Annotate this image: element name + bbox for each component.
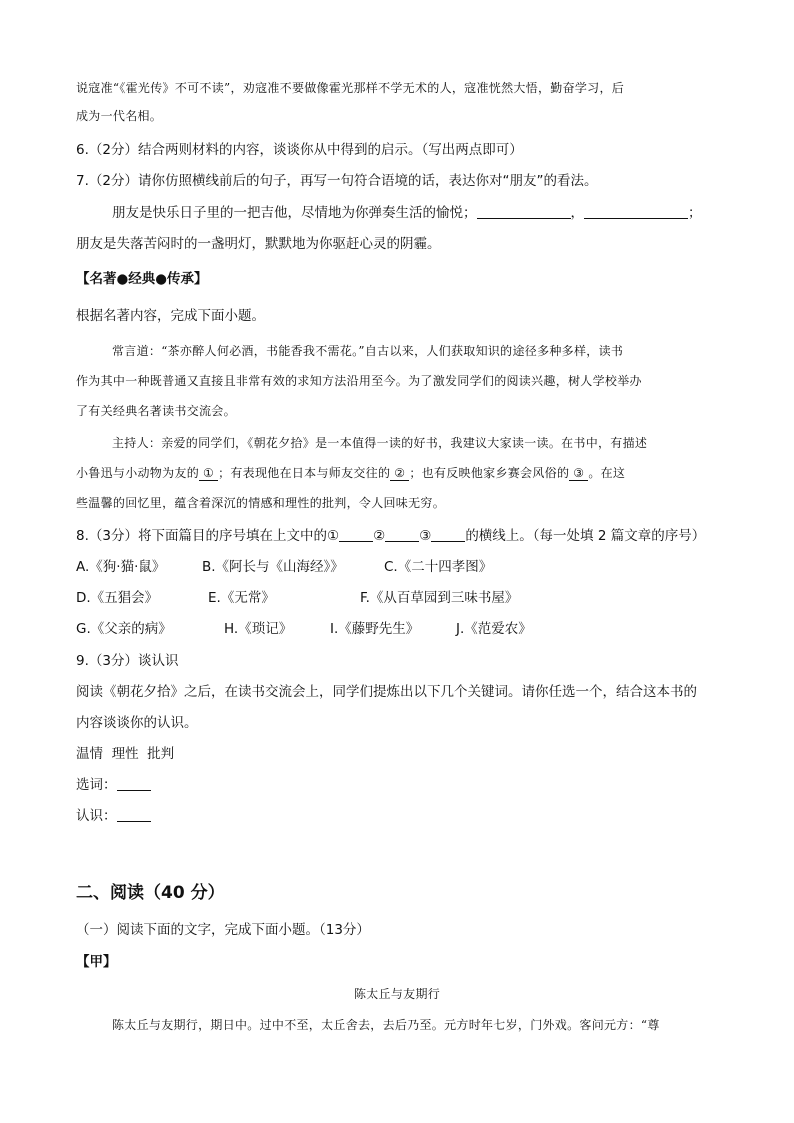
passage-p2-line-1: 主持人：亲爱的同学们，《朝花夕拾》是一本值得一读的好书，我建议大家读一读。在书中，有描述: [112, 436, 648, 450]
passage-p2-text-b: ；有表现他在日本与师友交往的: [218, 466, 391, 480]
q8-blank-3[interactable]: [431, 527, 465, 542]
q8-option-e: E.《无常》: [208, 590, 275, 606]
q7-comma: ，: [570, 205, 584, 221]
section-header: 【名著●经典●传承】: [76, 271, 208, 287]
question-9-opinion-row: [76, 807, 718, 825]
q8-option-b: B.《阿长与《山海经》》: [202, 559, 344, 575]
article-title: 陈太丘与友期行: [353, 987, 441, 1001]
question-7-prompt: 7.（2分）请你仿照横线前后的句子，再写一句符合语境的话，表达你对“朋友”的看法。: [76, 173, 598, 189]
opinion-blank[interactable]: [117, 807, 151, 822]
q8-blank-1[interactable]: [339, 527, 373, 542]
article-line-1: 陈太丘与友期行，期日中。过中不至，太丘舍去，去后乃至。元方时年七岁，门外戏。客问元方：“尊: [112, 1018, 660, 1032]
q7-answer-blank-2[interactable]: [584, 204, 688, 219]
question-9-title: 9.（3分）谈认识: [76, 653, 179, 669]
q8-text-a: 8.（3分）将下面篇目的序号填在上文中的: [76, 528, 327, 544]
top-text-line-2: 成为一代名相。: [76, 109, 163, 123]
top-text-line-1: 说寇准“《霍光传》不可不读”，劝寇准不要做像霍光那样不学无术的人，寇准恍然大悟，勤奋学习，后: [76, 81, 625, 95]
q8-circle-3: ③: [419, 528, 432, 544]
passage-blank-2: ②: [390, 466, 409, 481]
part-2-heading: 二、阅读（40 分）: [76, 883, 225, 903]
q8-option-g: G.《父亲的病》: [76, 621, 172, 637]
q8-option-i: I.《藤野先生》: [330, 621, 420, 637]
q8-option-j: J.《范爱农》: [456, 621, 532, 637]
q8-blank-2[interactable]: [385, 527, 419, 542]
q8-option-d: D.《五猖会》: [76, 590, 159, 606]
q8-circle-2: ②: [373, 528, 386, 544]
passage-p2-text-d: 。在这: [588, 466, 626, 480]
question-7-sentence-2: 朋友是失落苦闷时的一盏明灯，默默地为你驱赶心灵的阴霾。: [76, 236, 441, 252]
passage-p2-text-a: 小鲁迅与小动物为友的: [76, 466, 200, 480]
question-9-keywords: 温情 理性 批判: [76, 746, 175, 762]
passage-p1-line-3: 了有关经典名著读书交流会。: [76, 404, 236, 418]
question-9-line-2: 内容谈谈你的认识。: [76, 715, 198, 731]
q8-option-a: A.《狗·猫·鼠》: [76, 559, 166, 575]
question-8-prompt: [76, 527, 718, 545]
passage-p2-line-2: [76, 464, 718, 482]
q8-option-f: F.《从百草园到三味书屋》: [360, 590, 519, 606]
question-6: 6.（2分）结合两则材料的内容，谈谈你从中得到的启示。（写出两点即可）: [76, 142, 523, 158]
passage-p2-line-3: 些温馨的回忆里，蕴含着深沉的情感和理性的批判，令人回味无穷。: [76, 496, 446, 510]
passage-p2-text-c: ；也有反映他家乡赛会风俗的: [409, 466, 570, 480]
q8-circle-1: ①: [326, 528, 340, 544]
opinion-label: 认识：: [76, 808, 117, 824]
q7-semicolon: ；: [688, 205, 702, 221]
passage-p1-line-1: 常言道：“茶亦醉人何必酒，书能香我不需花。”自古以来，人们获取知识的途径多种多样，读书: [112, 344, 624, 358]
passage-p1-line-2: 作为其中一种既普通又直接且非常有效的求知方法沿用至今。为了激发同学们的阅读兴趣，树人学校举办: [76, 374, 642, 388]
part-2-jia-label: 【甲】: [76, 954, 117, 970]
select-word-label: 选词：: [76, 777, 117, 793]
select-word-blank[interactable]: [117, 776, 151, 791]
q8-option-h: H.《琐记》: [224, 621, 293, 637]
question-9-select-row: [76, 776, 718, 794]
passage-blank-3: ③: [569, 466, 588, 481]
q7-answer-blank-1[interactable]: [477, 204, 571, 219]
question-9-line-1: 阅读《朝花夕拾》之后，在读书交流会上，同学们提炼出以下几个关键词。请你任选一个，结合这本书的: [76, 684, 697, 700]
passage-blank-1: ①: [199, 466, 218, 481]
q8-text-b: 的横线上。（每一处填 2 篇文章的序号）: [465, 528, 706, 544]
part-2-subheading: （一）阅读下面的文字，完成下面小题。（13分）: [76, 922, 370, 938]
question-7-sentence-1: [112, 204, 718, 222]
q7-sentence-1-text: 朋友是快乐日子里的一把吉他，尽情地为你弹奏生活的愉悦；: [112, 205, 477, 221]
q8-option-c: C.《二十四孝图》: [384, 559, 493, 575]
section-intro: 根据名著内容，完成下面小题。: [76, 308, 265, 324]
